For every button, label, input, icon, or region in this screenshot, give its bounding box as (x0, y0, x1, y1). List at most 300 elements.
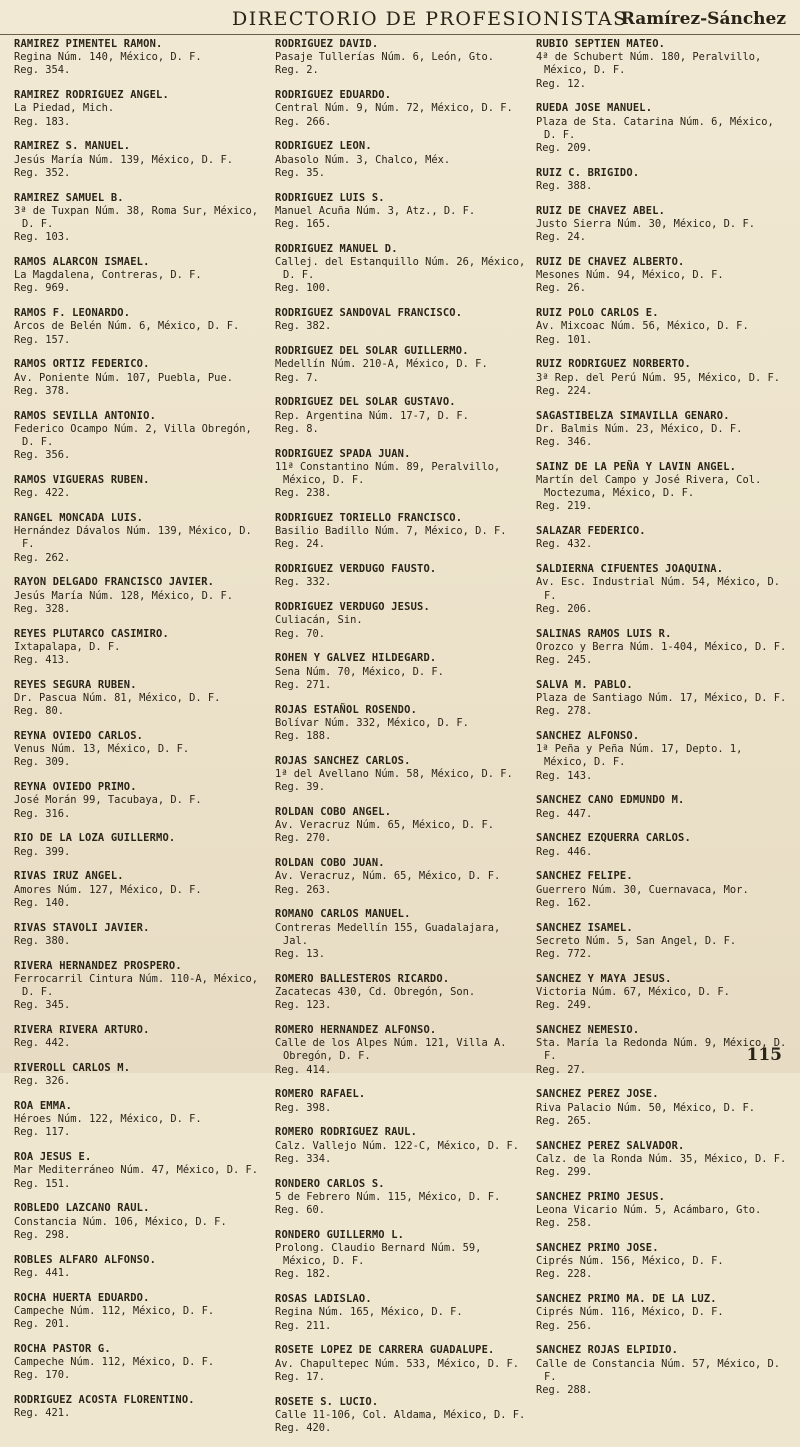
entry-name: RAMOS F. LEONARDO. (14, 307, 131, 320)
entry-name: RODRIGUEZ VERDUGO FAUSTO. (275, 563, 437, 576)
entry-registration: Reg. 278. (536, 705, 593, 718)
entry-name: RODRIGUEZ DAVID. (275, 38, 379, 50)
entry-name: SANCHEZ EZQUERRA CARLOS. (536, 832, 691, 845)
entry-registration: Reg. 24. (536, 231, 587, 244)
directory-column-1 (14, 38, 270, 1432)
entry-name: ROBLES ALFARO ALFONSO. (14, 1253, 157, 1266)
directory-entry (536, 679, 792, 719)
directory-entry (14, 192, 270, 245)
entry-registration: Reg. 245. (536, 654, 593, 667)
entry-name: RAMOS SEVILLA ANTONIO. (14, 409, 157, 422)
directory-entry (275, 704, 531, 744)
directory-entry (536, 1293, 792, 1333)
entry-address: Calz. de la Ronda Núm. 35, México, D. F. (536, 1152, 787, 1165)
entry-name: ROJAS SANCHEZ CARLOS. (275, 754, 411, 767)
entry-address: Leona Vicario Núm. 5, Acámbaro, Gto. (536, 1204, 762, 1217)
entry-name: SANCHEZ PEREZ JOSE. (536, 1088, 659, 1101)
entry-registration: Reg. 60. (275, 1204, 326, 1217)
entry-registration: Reg. 219. (536, 500, 593, 513)
entry-address: Abasolo Núm. 3, Chalco, Méx. (275, 153, 451, 166)
entry-address: Constancia Núm. 106, México, D. F. (14, 1215, 227, 1228)
entry-address: Ciprés Núm. 116, México, D. F. (536, 1306, 724, 1319)
entry-name: RODRIGUEZ EDUARDO. (275, 89, 392, 102)
entry-registration: Reg. 228. (536, 1268, 593, 1281)
entry-address: Ciprés Núm. 156, México, D. F. (536, 1255, 724, 1268)
entry-name: RUBIO SEPTIEN MATEO. (536, 38, 666, 50)
entry-name: SAINZ DE LA PEÑA Y LAVIN ANGEL. (536, 460, 737, 473)
entry-registration: Reg. 447. (536, 807, 593, 820)
directory-entry (275, 755, 531, 795)
entry-name: RIVEROLL CARLOS M. (14, 1062, 131, 1075)
entry-registration: Reg. 266. (275, 115, 332, 128)
directory-column-3 (536, 38, 792, 1409)
entry-name: RODRIGUEZ LEON. (275, 140, 372, 153)
directory-entry (275, 307, 531, 333)
directory-entry (14, 1151, 270, 1191)
entry-name: RODRIGUEZ MANUEL D. (275, 242, 398, 255)
directory-entry (536, 922, 792, 962)
directory-entry (275, 1293, 531, 1333)
entry-name: ROA JESUS E. (14, 1151, 92, 1164)
entry-address: 11ª Constantino Núm. 89, Peralvillo, México, D. F. (275, 460, 501, 487)
entry-address: Héroes Núm. 122, México, D. F. (14, 1113, 202, 1126)
entry-address: Ferrocarril Cintura Núm. 110-A, México, D. F. (14, 972, 258, 999)
directory-entry (536, 1191, 792, 1231)
entry-name: ROCHA HUERTA EDUARDO. (14, 1291, 150, 1304)
entry-name: RONDERO CARLOS S. (275, 1177, 385, 1190)
directory-entry (536, 358, 792, 398)
entry-registration: Reg. 27. (536, 1063, 587, 1076)
entry-name: RIVERA HERNANDEZ PROSPERO. (14, 959, 182, 972)
entry-name: SANCHEZ CANO EDMUNDO M. (536, 794, 685, 807)
directory-entry (275, 396, 531, 436)
entry-name: SANCHEZ Y MAYA JESUS. (536, 972, 672, 985)
directory-entry (14, 1254, 270, 1280)
entry-address: Av. Chapultepec Núm. 533, México, D. F. (275, 1357, 519, 1370)
entry-address: Av. Poniente Núm. 107, Puebla, Pue. (14, 371, 233, 384)
entry-registration: Reg. 442. (14, 1037, 71, 1050)
entry-registration: Reg. 772. (536, 948, 593, 961)
entry-name: ROMERO RAFAEL. (275, 1088, 366, 1101)
directory-entry (536, 832, 792, 858)
directory-entry (536, 1140, 792, 1180)
directory-entry (14, 89, 270, 129)
entry-name: RODRIGUEZ DEL SOLAR GUILLERMO. (275, 345, 469, 358)
entry-address: 3ª Rep. del Perú Núm. 95, México, D. F. (536, 371, 780, 384)
entry-name: RUIZ RODRIGUEZ NORBERTO. (536, 358, 691, 371)
entry-address: Federico Ocampo Núm. 2, Villa Obregón, D. F. (14, 422, 252, 449)
entry-name: RIVERA RIVERA ARTURO. (14, 1024, 150, 1037)
entry-address: Calle 11-106, Col. Aldama, México, D. F. (275, 1408, 526, 1421)
directory-entry (536, 102, 792, 155)
entry-registration: Reg. 182. (275, 1268, 332, 1281)
entry-name: RODRIGUEZ TORIELLO FRANCISCO. (275, 512, 463, 525)
entry-registration: Reg. 209. (536, 142, 593, 155)
directory-entry (14, 307, 270, 347)
directory-entry (14, 832, 270, 858)
entry-registration: Reg. 100. (275, 282, 332, 295)
entry-registration: Reg. 352. (14, 166, 71, 179)
entry-registration: Reg. 188. (275, 730, 332, 743)
entry-registration: Reg. 263. (275, 883, 332, 896)
entry-address: Bolívar Núm. 332, México, D. F. (275, 716, 469, 729)
entry-name: ROBLEDO LAZCANO RAUL. (14, 1202, 150, 1215)
entry-registration: Reg. 162. (536, 896, 593, 909)
directory-entry (536, 870, 792, 910)
entry-registration: Reg. 398. (275, 1101, 332, 1114)
entry-address: Contreras Medellín 155, Guadalajara, Jal. (275, 921, 501, 947)
entry-registration: Reg. 103. (14, 231, 71, 244)
entry-name: RODRIGUEZ ACOSTA FLORENTINO. (14, 1394, 195, 1407)
directory-entry (275, 345, 531, 385)
entry-registration: Reg. 420. (275, 1422, 332, 1435)
entry-registration: Reg. 382. (275, 320, 332, 333)
directory-entry (275, 1396, 531, 1436)
directory-entry (536, 1242, 792, 1282)
entry-registration: Reg. 143. (536, 769, 593, 782)
directory-entry (275, 857, 531, 897)
directory-entry (275, 243, 531, 296)
entry-address: Venus Núm. 13, México, D. F. (14, 743, 190, 756)
directory-entry (14, 730, 270, 770)
entry-name: SANCHEZ ALFONSO. (536, 730, 640, 743)
entry-address: Campeche Núm. 112, México, D. F. (14, 1304, 215, 1317)
directory-entry (536, 307, 792, 347)
entry-address: Central Núm. 9, Núm. 72, México, D. F. (275, 102, 513, 115)
entry-registration: Reg. 13. (275, 948, 326, 961)
entry-registration: Reg. 345. (14, 999, 71, 1012)
entry-registration: Reg. 70. (275, 627, 326, 640)
directory-entry (275, 448, 531, 501)
entry-registration: Reg. 262. (14, 551, 71, 564)
entry-registration: Reg. 378. (14, 384, 71, 397)
entry-registration: Reg. 326. (14, 1075, 71, 1088)
entry-name: REYES SEGURA RUBEN. (14, 678, 137, 691)
entry-registration: Reg. 332. (275, 576, 332, 589)
entry-registration: Reg. 140. (14, 896, 71, 909)
entry-registration: Reg. 432. (536, 538, 593, 551)
entry-name: SANCHEZ PRIMO MA. DE LA LUZ. (536, 1293, 717, 1306)
entry-registration: Reg. 256. (536, 1319, 593, 1332)
entry-address: Sta. María la Redonda Núm. 9, México, D. F. (536, 1037, 787, 1063)
entry-registration: Reg. 201. (14, 1318, 71, 1331)
entry-address: Dr. Balmis Núm. 23, México, D. F. (536, 422, 743, 435)
entry-registration: Reg. 258. (536, 1217, 593, 1230)
directory-entry (536, 730, 792, 783)
entry-address: Mesones Núm. 94, México, D. F. (536, 269, 724, 282)
entry-registration: Reg. 12. (536, 77, 587, 90)
entry-name: RUIZ DE CHAVEZ ABEL. (536, 204, 666, 217)
entry-address: Jesús María Núm. 139, México, D. F. (14, 153, 233, 166)
entry-address: La Magdalena, Contreras, D. F. (14, 269, 202, 282)
entry-name: ROSETE S. LUCIO. (275, 1395, 379, 1408)
entry-registration: Reg. 316. (14, 807, 71, 820)
directory-entry (275, 140, 531, 180)
entry-name: RIO DE LA LOZA GUILLERMO. (14, 832, 176, 845)
entry-registration: Reg. 7. (275, 371, 319, 384)
entry-name: ROMANO CARLOS MANUEL. (275, 908, 411, 921)
entry-name: RANGEL MONCADA LUIS. (14, 512, 144, 525)
entry-registration: Reg. 346. (536, 436, 593, 449)
entry-registration: Reg. 422. (14, 487, 71, 500)
entry-address: Medellín Núm. 210-A, México, D. F. (275, 358, 488, 371)
entry-address: Arcos de Belén Núm. 6, México, D. F. (14, 320, 240, 333)
directory-entry (275, 806, 531, 846)
entry-registration: Reg. 969. (14, 282, 71, 295)
entry-address: Secreto Núm. 5, San Angel, D. F. (536, 934, 737, 947)
directory-entry (536, 1344, 792, 1397)
entry-name: ROJAS ESTAÑOL ROSENDO. (275, 703, 418, 716)
entry-name: ROHEN Y GALVEZ HILDEGARD. (275, 652, 437, 665)
entry-name: SAGASTIBELZA SIMAVILLA GENARO. (536, 409, 730, 422)
entry-name: RODRIGUEZ LUIS S. (275, 191, 385, 204)
entry-registration: Reg. 8. (275, 422, 319, 435)
directory-entry (536, 38, 792, 91)
entry-address: Dr. Pascua Núm. 81, México, D. F. (14, 692, 221, 705)
directory-title: DIRECTORIO DE PROFESIONISTAS (232, 8, 628, 30)
entry-name: SANCHEZ PRIMO JESUS. (536, 1190, 666, 1203)
entry-name: RAMOS ALARCON ISMAEL. (14, 256, 150, 269)
entry-name: SANCHEZ NEMESIO. (536, 1024, 640, 1037)
entry-address: 1ª Peña y Peña Núm. 17, Depto. 1, México, D. F. (536, 743, 743, 769)
entry-registration: Reg. 380. (14, 934, 71, 947)
entry-name: RUEDA JOSE MANUEL. (536, 102, 653, 115)
entry-address: Campeche Núm. 112, México, D. F. (14, 1356, 215, 1369)
entry-registration: Reg. 35. (275, 166, 326, 179)
directory-entry (14, 358, 270, 398)
entry-address: Calz. Vallejo Núm. 122-C, México, D. F. (275, 1139, 519, 1152)
entry-address: Martín del Campo y José Rivera, Col. Moctezuma, México, D. F. (536, 474, 762, 500)
entry-registration: Reg. 298. (14, 1228, 71, 1241)
directory-entry (536, 563, 792, 616)
entry-registration: Reg. 117. (14, 1126, 71, 1139)
entry-registration: Reg. 249. (536, 999, 593, 1012)
entry-address: José Morán 99, Tacubaya, D. F. (14, 794, 202, 807)
directory-column-2 (275, 38, 531, 1447)
entry-name: REYES PLUTARCO CASIMIRO. (14, 627, 169, 640)
directory-entry (536, 525, 792, 551)
entry-name: SALDIERNA CIFUENTES JOAQUINA. (536, 563, 724, 576)
directory-entry (14, 512, 270, 565)
entry-name: RONDERO GUILLERMO L. (275, 1228, 405, 1241)
directory-entry (14, 1292, 270, 1332)
entry-registration: Reg. 224. (536, 384, 593, 397)
entry-registration: Reg. 123. (275, 999, 332, 1012)
entry-address: 4ª de Schubert Núm. 180, Peralvillo, México, D. F. (536, 51, 762, 77)
entry-registration: Reg. 271. (275, 678, 332, 691)
entry-address: Callej. del Estanquillo Núm. 26, México, D. F. (275, 256, 526, 282)
entry-name: SALINAS RAMOS LUIS R. (536, 627, 672, 640)
directory-entry (14, 1024, 270, 1050)
entry-name: RODRIGUEZ SPADA JUAN. (275, 447, 411, 460)
entry-registration: Reg. 80. (14, 705, 65, 718)
entry-address: Av. Veracruz Núm. 65, México, D. F. (275, 819, 494, 832)
entry-address: Justo Sierra Núm. 30, México, D. F. (536, 218, 755, 231)
entry-name: SANCHEZ FELIPE. (536, 870, 633, 883)
entry-address: Regina Núm. 140, México, D. F. (14, 51, 202, 64)
entry-name: RUIZ C. BRIGIDO. (536, 166, 640, 179)
entry-address: Jesús María Núm. 128, México, D. F. (14, 589, 233, 602)
entry-name: RAMOS VIGUERAS RUBEN. (14, 474, 150, 487)
entry-name: SALVA M. PABLO. (536, 678, 633, 691)
entry-name: ROLDAN COBO ANGEL. (275, 806, 392, 819)
entry-registration: Reg. 388. (536, 180, 593, 193)
entry-name: ROSETE LOPEZ DE CARRERA GUADALUPE. (275, 1344, 495, 1357)
entry-name: RAYON DELGADO FRANCISCO JAVIER. (14, 576, 215, 589)
entry-address: Mar Mediterráneo Núm. 47, México, D. F. (14, 1164, 258, 1177)
entry-address: Basilio Badillo Núm. 7, México, D. F. (275, 525, 507, 538)
entry-address: Av. Veracruz, Núm. 65, México, D. F. (275, 870, 501, 883)
directory-entry (275, 512, 531, 552)
entry-name: RIVAS IRUZ ANGEL. (14, 870, 124, 883)
directory-entry (275, 38, 531, 78)
entry-registration: Reg. 399. (14, 845, 71, 858)
entry-name: ROMERO HERNANDEZ ALFONSO. (275, 1024, 437, 1037)
directory-entry (14, 1343, 270, 1383)
entry-name: RAMIREZ RODRIGUEZ ANGEL. (14, 89, 169, 102)
directory-entry (275, 652, 531, 692)
directory-entry (536, 205, 792, 245)
directory-entry (536, 794, 792, 820)
entry-registration: Reg. 270. (275, 832, 332, 845)
entry-address: 3ª de Tuxpan Núm. 38, Roma Sur, México, D. F. (14, 204, 258, 231)
entry-registration: Reg. 2. (275, 64, 319, 77)
entry-registration: Reg. 17. (275, 1370, 326, 1383)
entry-name: SANCHEZ PEREZ SALVADOR. (536, 1139, 685, 1152)
directory-entry (14, 679, 270, 719)
directory-entry (14, 870, 270, 910)
entry-address: Plaza de Sta. Catarina Núm. 6, México, D. F. (536, 115, 774, 141)
directory-entry (275, 973, 531, 1013)
directory-entry (275, 1126, 531, 1166)
directory-entry (14, 1100, 270, 1140)
entry-name: RODRIGUEZ SANDOVAL FRANCISCO. (275, 307, 463, 320)
entry-address: Zacatecas 430, Cd. Obregón, Son. (275, 986, 476, 999)
entry-name: SANCHEZ ISAMEL. (536, 921, 633, 934)
entry-address: Orozco y Berra Núm. 1-404, México, D. F. (536, 640, 787, 653)
entry-address: Sena Núm. 70, México, D. F. (275, 665, 444, 678)
directory-entry (14, 38, 270, 78)
entry-registration: Reg. 328. (14, 602, 71, 615)
entry-name: SALAZAR FEDERICO. (536, 525, 646, 538)
directory-entry (14, 960, 270, 1013)
directory-entry (14, 410, 270, 463)
directory-entry (275, 1024, 531, 1077)
entry-address: Av. Mixcoac Núm. 56, México, D. F. (536, 320, 749, 333)
entry-registration: Reg. 151. (14, 1177, 71, 1190)
directory-entry (14, 628, 270, 668)
entry-registration: Reg. 299. (536, 1166, 593, 1179)
entry-address: Manuel Acuña Núm. 3, Atz., D. F. (275, 204, 476, 217)
entry-name: ROMERO BALLESTEROS RICARDO. (275, 972, 450, 985)
entry-address: Av. Esc. Industrial Núm. 54, México, D. F. (536, 576, 780, 602)
entry-name: RODRIGUEZ VERDUGO JESUS. (275, 601, 430, 614)
directory-entry (536, 256, 792, 296)
entry-name: RAMIREZ S. MANUEL. (14, 140, 131, 153)
entry-name: ROMERO RODRIGUEZ RAUL. (275, 1126, 418, 1139)
entry-address: Prolong. Claudio Bernard Núm. 59, México, D. F. (275, 1242, 482, 1268)
entry-registration: Reg. 238. (275, 487, 332, 500)
entry-registration: Reg. 165. (275, 218, 332, 231)
entry-address: Victoria Núm. 67, México, D. F. (536, 986, 730, 999)
entry-registration: Reg. 39. (275, 781, 326, 794)
directory-entry (275, 192, 531, 232)
entry-name: ROSAS LADISLAO. (275, 1293, 372, 1306)
directory-entry (275, 908, 531, 961)
entry-name: RUIZ POLO CARLOS E. (536, 307, 659, 320)
directory-entry (536, 410, 792, 450)
directory-entry (14, 1202, 270, 1242)
entry-registration: Reg. 101. (536, 333, 593, 346)
entry-name: RAMIREZ SAMUEL B. (14, 191, 124, 204)
entry-name: ROA EMMA. (14, 1100, 73, 1113)
entry-registration: Reg. 413. (14, 654, 71, 667)
entry-name: RUIZ DE CHAVEZ ALBERTO. (536, 256, 685, 269)
directory-entry (14, 256, 270, 296)
entry-address: La Piedad, Mich. (14, 102, 115, 115)
entry-address: 5 de Febrero Núm. 115, México, D. F. (275, 1190, 501, 1203)
directory-entry (275, 1344, 531, 1384)
entry-registration: Reg. 211. (275, 1319, 332, 1332)
page-number: 115 (746, 1045, 782, 1065)
directory-entry (14, 781, 270, 821)
directory-entry (536, 628, 792, 668)
directory-entry (14, 922, 270, 948)
entry-name: ROCHA PASTOR G. (14, 1342, 111, 1355)
entry-address: Riva Palacio Núm. 50, México, D. F. (536, 1101, 755, 1114)
entry-name: ROLDAN COBO JUAN. (275, 857, 385, 870)
entry-address: Pasaje Tullerías Núm. 6, León, Gto. (275, 51, 494, 64)
entry-registration: Reg. 24. (275, 538, 326, 551)
directory-entry (275, 601, 531, 641)
directory-entry (275, 563, 531, 589)
directory-entry (536, 461, 792, 514)
entry-name: RAMIREZ PIMENTEL RAMON. (14, 38, 163, 50)
entry-address: Rep. Argentina Núm. 17-7, D. F. (275, 409, 469, 422)
entry-address: Ixtapalapa, D. F. (14, 640, 121, 653)
directory-entry (536, 167, 792, 193)
entry-address: Calle de los Alpes Núm. 121, Villa A. Obregón, D. F. (275, 1037, 507, 1063)
entry-registration: Reg. 334. (275, 1152, 332, 1165)
directory-entry (275, 1178, 531, 1218)
entry-registration: Reg. 441. (14, 1266, 71, 1279)
entry-registration: Reg. 288. (536, 1384, 593, 1397)
entry-address: 1ª del Avellano Núm. 58, México, D. F. (275, 768, 513, 781)
entry-address: Guerrero Núm. 30, Cuernavaca, Mor. (536, 883, 749, 896)
entry-registration: Reg. 170. (14, 1369, 71, 1382)
directory-entry (14, 1062, 270, 1088)
directory-entry (536, 1088, 792, 1128)
entry-address: Calle de Constancia Núm. 57, México, D. F. (536, 1357, 780, 1383)
directory-entry (275, 1229, 531, 1282)
entry-registration: Reg. 265. (536, 1114, 593, 1127)
entry-name: REYNA OVIEDO PRIMO. (14, 781, 137, 794)
entry-name: REYNA OVIEDO CARLOS. (14, 730, 144, 743)
entry-address: Hernández Dávalos Núm. 139, México, D. F. (14, 525, 252, 551)
directory-entry (14, 576, 270, 616)
entry-registration: Reg. 354. (14, 64, 71, 77)
directory-entry (14, 1394, 270, 1420)
entry-name: RIVAS STAVOLI JAVIER. (14, 921, 150, 934)
entry-address: Culiacán, Sin. (275, 614, 363, 627)
alphabetic-range: Ramírez-Sánchez (620, 9, 786, 29)
directory-entry (14, 140, 270, 180)
entry-name: RAMOS ORTIZ FEDERICO. (14, 358, 150, 371)
entry-registration: Reg. 309. (14, 756, 71, 769)
directory-entry (536, 973, 792, 1013)
entry-registration: Reg. 446. (536, 845, 593, 858)
entry-registration: Reg. 26. (536, 282, 587, 295)
